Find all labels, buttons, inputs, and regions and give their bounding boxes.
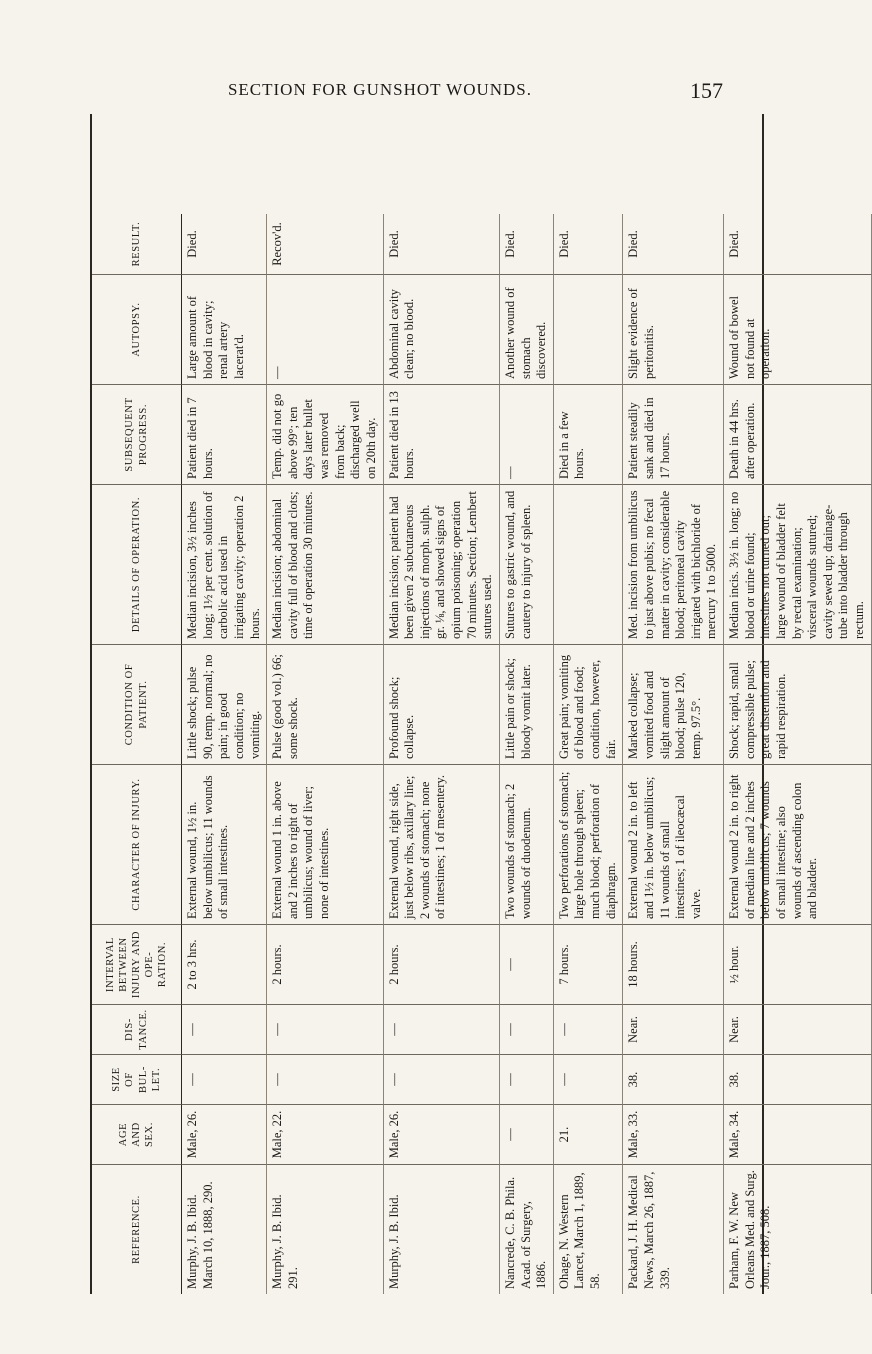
column-header-reference: REFERENCE. [92,1164,182,1294]
table-cell: External wound 2 in. to right of median line and 2 inches below umbilicus; 7 wounds of small intestine; also wounds of ascending colon and bladder. [724,764,872,924]
table-cell: — [267,274,383,384]
table-cell: Little shock; pulse 90, temp. normal; no pain; in good condition; no vomiting. [182,644,267,764]
table-cell: Patient died in 7 hours. [182,384,267,484]
table-cell: Died. [182,214,267,274]
table-cell: Sutures to gastric wound, and cautery to injury of spleen. [500,484,554,644]
table-cell: Median incision; patient had been given 2 subcutaneous injections of morph. sulph. gr. ⅛, and showed signs of opium poisoning; operation 70 minutes. Section; Lembert sutures used. [384,484,500,644]
table-cell: Abdominal cavity clean; no blood. [384,274,500,384]
table-cell: 2 hours. [384,924,500,1004]
table-cell: Patient died in 13 hours. [384,384,500,484]
table-cell [554,274,624,384]
table-cell: External wound 2 in. to left and 1½ in. below umbilicus; 11 wounds of small intestines; 1 of ileocæcal valve. [623,764,724,924]
table-cell: Median incis. 3½ in. long; no blood or urine found; intestines not turned out; large wound of bladder felt by rectal examination; visceral wounds sutured; cavity sewed up; drainage-tube into bladder through rectum. [724,484,872,644]
table-cell: Another wound of stomach discovered. [500,274,554,384]
table-cell: Male, 33. [623,1104,724,1164]
table-cell: Little pain or shock; bloody vomit later. [500,644,554,764]
column-header-details-of-operation: DETAILS OF OPERATION. [92,484,182,644]
table-cell: ½ hour. [724,924,872,1004]
column-header-condition-of-patient: CONDITION OF PATIENT. [92,644,182,764]
table-cell: Med. incision from umbilicus to just above pubis; no fecal matter in cavity; considerable blood; peritoneal cavity irrigated with bichloride of mercury 1 to 5000. [623,484,724,644]
table-cell: Great pain; vomiting of blood and food; condition, however, fair. [554,644,624,764]
table-cell: — [182,1054,267,1104]
table-cell: Near. [724,1004,872,1054]
table-cell: Died. [623,214,724,274]
column-header-result: RESULT. [92,214,182,274]
table-cell: Male, 26. [384,1104,500,1164]
table-cell: — [500,1054,554,1104]
table-cell: Wound of bowel not found at operation. [724,274,872,384]
table-cell: Died. [554,214,624,274]
table-cell: Died in a few hours. [554,384,624,484]
table-cell: Profound shock; collapse. [384,644,500,764]
table-cell: Slight evidence of peritonitis. [623,274,724,384]
table-cell: — [554,1054,624,1104]
table-cell: Male, 26. [182,1104,267,1164]
table-cell: — [384,1004,500,1054]
table-cell: Near. [623,1004,724,1054]
table-cell: Median incision, 3½ inches long; 1½ per cent. solution of carbolic acid used in irrigating cavity; operation 2 hours. [182,484,267,644]
table-cell: 2 to 3 hrs. [182,924,267,1004]
table-cell: Died. [384,214,500,274]
table-cell: Died. [724,214,872,274]
table-cell: Nancrede, C. B. Phila. Acad. of Surgery, 1886. [500,1164,554,1294]
table-cell: Male, 34. [724,1104,872,1164]
column-header-subsequent-progress: SUBSEQUENT PROGRESS. [92,384,182,484]
column-header-character-of-injury: CHARACTER OF INJURY. [92,764,182,924]
table-cell: External wound 1 in. above and 2 inches to right of umbilicus; wound of liver; none of intestines. [267,764,383,924]
table-cell: Large amount of blood in cavity; renal artery lacerat'd. [182,274,267,384]
table-cell: External wound, right side, just below ribs, axillary line; 2 wounds of stomach; none of intestines; 1 of mesentery. [384,764,500,924]
page-title: SECTION FOR GUNSHOT WOUNDS. [227,80,533,99]
page-header [0,0,800,103]
table-cell: Ohage, N. Western Lancet, March 1, 1889, 58. [554,1164,624,1294]
column-header-interval-between-injury-and-ope-ration: INTERVAL BETWEEN INJURY AND OPE-RATION. [92,924,182,1004]
table-cell: — [500,1004,554,1054]
table-cell: Two wounds of stomach; 2 wounds of duodenum. [500,764,554,924]
column-header-dis-tance: DIS-TANCE. [92,1004,182,1054]
table-cell: — [500,384,554,484]
table-cell: Median incision; abdominal cavity full of blood and clots; time of operation 30 minutes. [267,484,383,644]
table-cell [554,484,624,644]
table-cell: Pulse (good vol.) 66; some shock. [267,644,383,764]
table-cell: Parham, F. W. New Orleans Med. and Surg. Jour., 1887, 508. [724,1164,872,1294]
table-cell: Patient steadily sank and died in 17 hours. [623,384,724,484]
table-cell: 2 hours. [267,924,383,1004]
table-cell: 38. [623,1054,724,1104]
table-cell: — [554,1004,624,1054]
table-cell: Male, 22. [267,1104,383,1164]
table-cell: — [384,1054,500,1104]
table-cell: 38. [724,1054,872,1104]
cases-table [90,114,866,1294]
table-cell: Died. [500,214,554,274]
table-cell: Shock; rapid, small compressible pulse; great distention and rapid respiration. [724,644,872,764]
table-cell: Murphy, J. B. Ibid. 291. [267,1164,383,1294]
column-header-age-and-sex: AGE AND SEX. [92,1104,182,1164]
table-cell: — [182,1004,267,1054]
table-cell: Two perforations of stomach; large hole through spleen; much blood; perforation of diaphragm. [554,764,624,924]
table-cell: Marked collapse; vomited food and slight amount of blood; pulse 120, temp. 97.5°. [623,644,724,764]
table-cell: — [500,924,554,1004]
column-header-size-of-bul-let: SIZE OF BUL-LET. [92,1054,182,1104]
table-cell: — [500,1104,554,1164]
table-cell: 7 hours. [554,924,624,1004]
table-cell: Temp. did not go above 99°; ten days later bullet was removed from back; discharged well on 20th day. [267,384,383,484]
column-header-autopsy: AUTOPSY. [92,274,182,384]
table-cell: Recov'd. [267,214,383,274]
table-cell: Death in 44 hrs. after operation. [724,384,872,484]
table-cell: 21. [554,1104,624,1164]
table-cell: Murphy, J. B. Ibid. March 10, 1888, 290. [182,1164,267,1294]
table-cell: Packard, J. H. Medical News, March 26, 1887, 339. [623,1164,724,1294]
page-number: 157 [690,78,723,103]
table-cell: — [267,1054,383,1104]
table-cell: External wound, 1½ in. below umbilicus; 11 wounds of small intestines. [182,764,267,924]
table-cell: 18 hours. [623,924,724,1004]
table-cell: — [267,1004,383,1054]
table-cell: Murphy, J. B. Ibid. [384,1164,500,1294]
